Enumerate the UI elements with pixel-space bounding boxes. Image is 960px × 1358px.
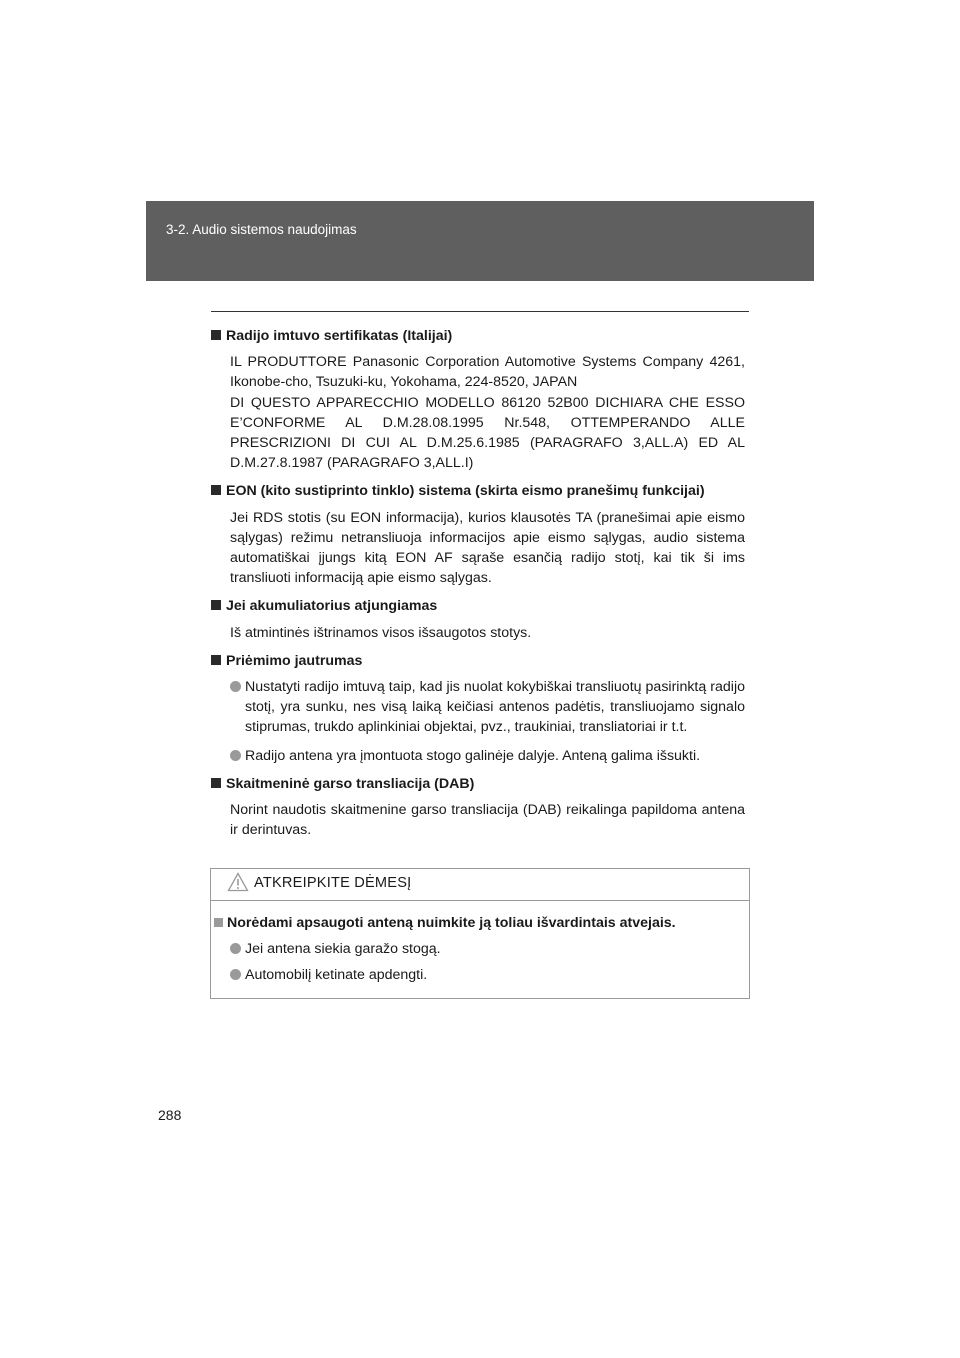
section-heading-reception: Priėmimo jautrumas	[211, 651, 745, 671]
section-heading-dab: Skaitmeninė garso transliacija (DAB)	[211, 774, 745, 794]
paragraph: IL PRODUTTORE Panasonic Corporation Automotive Systems Company 4261, Ikonobe-cho, Tsuzuki-ku, Yokohama, 224-8520, JAPAN	[230, 354, 745, 391]
square-bullet-icon	[211, 778, 221, 788]
square-bullet-icon	[211, 485, 221, 495]
square-bullet-icon	[211, 600, 221, 610]
section-heading-radio-certificate: Radijo imtuvo sertifikatas (Italijai)	[211, 326, 745, 346]
list-item: Jei antena siekia garažo stogą.	[230, 939, 749, 959]
square-bullet-icon	[211, 330, 221, 340]
caution-header	[211, 869, 749, 901]
section-header	[146, 201, 814, 281]
circle-bullet-icon	[230, 969, 241, 980]
section-title: 3-2. Audio sistemos naudojimas	[166, 222, 357, 237]
list-item: Nustatyti radijo imtuvą taip, kad jis nuolat kokybiškai transliuotų pasirinktą radijo stotį, yra sunku, nes visą laiką keičiasi antenos padėtis, transliuojamo signalo stiprumas, trukdo aplinkiniai objektai, pvz., traukiniai, transliatoriai ir t.t.	[230, 677, 745, 738]
square-bullet-icon	[214, 918, 223, 927]
section-heading-eon: EON (kito sustiprinto tinklo) sistema (skirta eismo pranešimų funkcijai)	[211, 481, 745, 501]
paragraph: Iš atmintinės ištrinamos visos išsaugotos stotys.	[230, 624, 532, 641]
caution-body	[211, 901, 749, 985]
paragraph: Norint naudotis skaitmenine garso transliacija (DAB) reikalinga papildoma antena ir derintuvas.	[230, 802, 745, 839]
paragraph: DI QUESTO APPARECCHIO MODELLO 86120 52B00 DICHIARA CHE ESSO E’CONFORME AL D.M.28.08.1995 Nr.548, OTTEMPERANDO ALLE PRESCRIZIONI DI CUI AL D.M.25.6.1985 (PARAGRAFO 3,ALL.A) ED AL D.M.27.8.1987 (PARAGRAFO 3,ALL.I)	[230, 394, 745, 472]
section-heading-battery: Jei akumuliatorius atjungiamas	[211, 596, 745, 616]
caution-title: ATKREIPKITE DĖMESĮ	[254, 875, 412, 891]
page-number: 288	[158, 1107, 182, 1123]
list-item: Automobilį ketinate apdengti.	[230, 965, 749, 985]
circle-bullet-icon	[230, 750, 241, 761]
main-content	[211, 326, 745, 848]
square-bullet-icon	[211, 655, 221, 665]
caution-heading: Norėdami apsaugoti anteną nuimkite ją toliau išvardintais atvejais.	[214, 913, 749, 933]
paragraph: Jei RDS stotis (su EON informacija), kurios klausotės TA (pranešimai apie eismo sąlygas) režimu netransliuoja informacijos apie eismo sąlygas, audio sistema automatiškai įjungs kitą EON AF sąraše esančią radijo stotį, kai tik ši ims transliuoti informaciją apie eismo sąlygas.	[230, 509, 745, 587]
top-divider	[211, 311, 749, 312]
circle-bullet-icon	[230, 943, 241, 954]
caution-box	[210, 868, 750, 999]
list-item: Radijo antena yra įmontuota stogo galinėje dalyje. Anteną galima išsukti.	[230, 746, 745, 766]
warning-triangle-icon	[227, 872, 249, 892]
circle-bullet-icon	[230, 681, 241, 692]
